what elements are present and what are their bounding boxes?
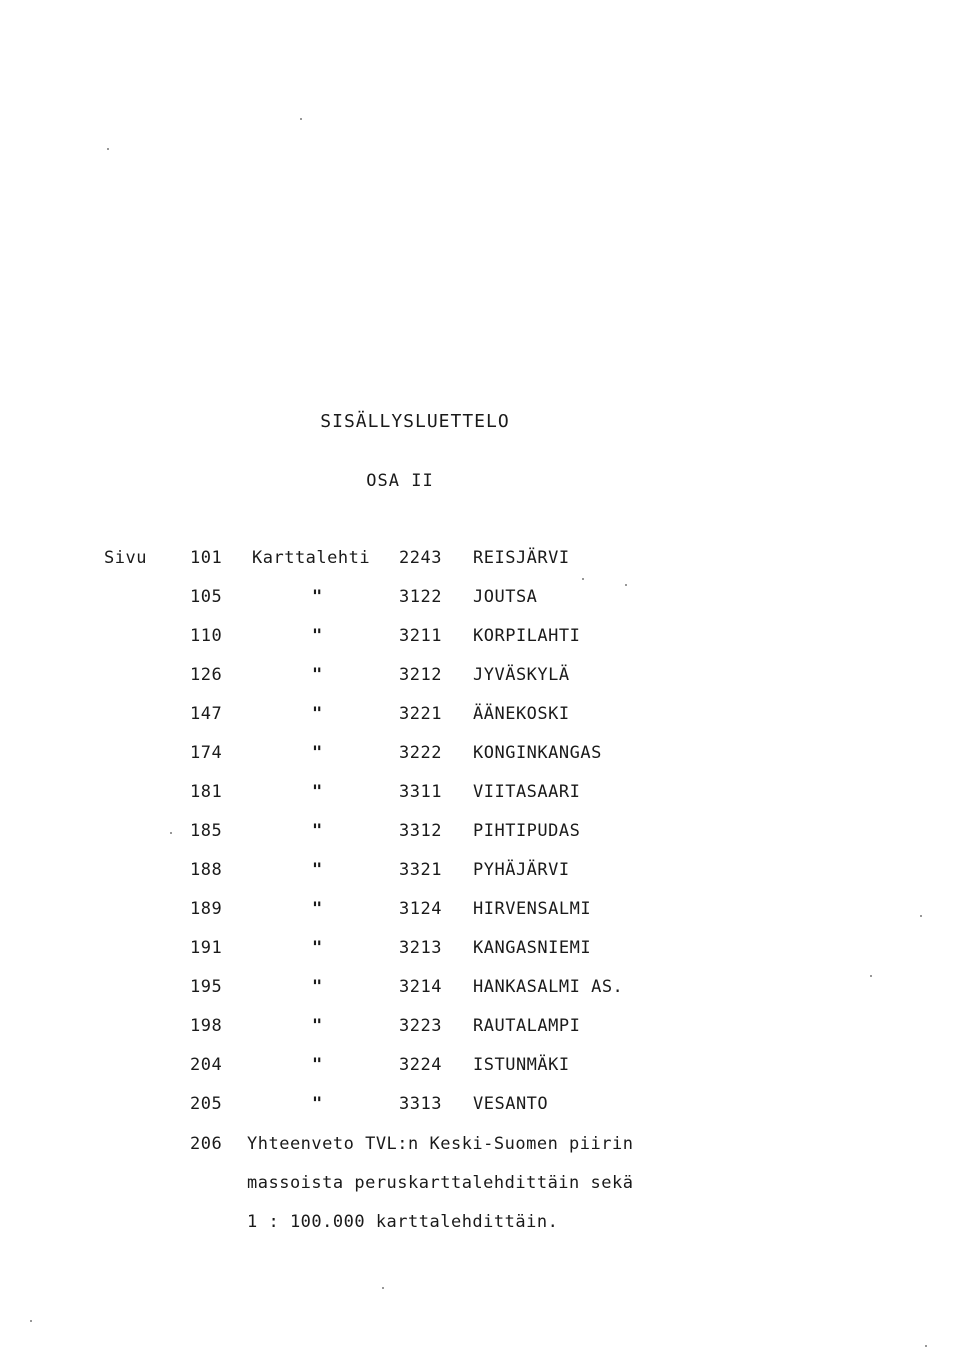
scan-speck [107,148,109,150]
toc-sheet-name: HIRVENSALMI [473,899,592,919]
toc-sheet-number: 3213 [399,938,442,958]
toc-sheet-number: 3221 [399,704,442,724]
ditto-mark: " [312,1055,323,1075]
summary-line [0,1173,960,1197]
summary-line [0,1212,960,1236]
toc-row [0,1016,960,1040]
scan-speck [30,1320,32,1322]
toc-sheet-name: KONGINKANGAS [473,743,602,763]
sheet-label: Karttalehti [252,548,371,568]
toc-sheet-number: 3211 [399,626,442,646]
toc-sheet-name: VIITASAARI [473,782,581,802]
toc-page-number: 185 [190,821,223,841]
ditto-mark: " [312,1094,323,1114]
toc-row [0,743,960,767]
summary-text-line-2: massoista peruskarttalehdittäin sekä [247,1173,634,1193]
ditto-mark: " [312,743,323,763]
toc-page-number: 126 [190,665,223,685]
toc-row [0,665,960,689]
toc-page-number: 195 [190,977,223,997]
scan-speck [625,584,627,586]
toc-sheet-number: 3124 [399,899,442,919]
toc-sheet-name: ISTUNMÄKI [473,1055,570,1075]
toc-sheet-name: PIHTIPUDAS [473,821,581,841]
ditto-mark: " [312,899,323,919]
ditto-mark: " [312,782,323,802]
summary-line [0,1134,960,1158]
ditto-mark: " [312,704,323,724]
summary-text-line-1: Yhteenveto TVL:n Keski-Suomen piirin [247,1134,634,1154]
toc-page-number: 147 [190,704,223,724]
ditto-mark: " [312,587,323,607]
toc-row [0,1055,960,1079]
toc-page-number: 188 [190,860,223,880]
toc-page-number: 101 [190,548,223,568]
toc-sheet-number: 3212 [399,665,442,685]
toc-sheet-name: REISJÄRVI [473,548,570,568]
toc-page-number: 198 [190,1016,223,1036]
toc-page-number: 110 [190,626,223,646]
toc-row [0,626,960,650]
ditto-mark: " [312,977,323,997]
toc-sheet-name: VESANTO [473,1094,549,1114]
ditto-mark: " [312,938,323,958]
ditto-mark: " [312,821,323,841]
toc-sheet-name: JOUTSA [473,587,538,607]
toc-sheet-number: 3313 [399,1094,442,1114]
toc-sheet-number: 3312 [399,821,442,841]
scan-speck [382,1287,384,1289]
ditto-mark: " [312,626,323,646]
ditto-mark: " [312,860,323,880]
toc-row [0,548,960,572]
toc-row [0,704,960,728]
toc-sheet-name: HANKASALMI AS. [473,977,624,997]
toc-sheet-name: RAUTALAMPI [473,1016,581,1036]
toc-sheet-name: PYHÄJÄRVI [473,860,570,880]
scan-speck [300,118,302,120]
toc-sheet-number: 3311 [399,782,442,802]
ditto-mark: " [312,1016,323,1036]
document-title: SISÄLLYSLUETTELO [320,411,510,432]
toc-row [0,977,960,1001]
toc-sheet-number: 3223 [399,1016,442,1036]
toc-row [0,821,960,845]
toc-sheet-number: 3122 [399,587,442,607]
toc-page-number: 189 [190,899,223,919]
scan-speck [170,832,172,834]
summary-text-line-3: 1 : 100.000 karttalehdittäin. [247,1212,559,1232]
toc-row [0,899,960,923]
toc-sheet-number: 2243 [399,548,442,568]
toc-sheet-name: JYVÄSKYLÄ [473,665,570,685]
toc-page-number: 191 [190,938,223,958]
ditto-mark: " [312,665,323,685]
scan-speck [925,1345,927,1347]
toc-row [0,1094,960,1118]
scan-speck [870,975,872,977]
toc-page-number: 206 [190,1134,223,1154]
toc-sheet-name: ÄÄNEKOSKI [473,704,570,724]
toc-sheet-number: 3224 [399,1055,442,1075]
toc-sheet-number: 3222 [399,743,442,763]
toc-row [0,587,960,611]
toc-page-number: 181 [190,782,223,802]
toc-row [0,782,960,806]
toc-sheet-number: 3214 [399,977,442,997]
toc-page-number: 204 [190,1055,223,1075]
toc-sheet-name: KANGASNIEMI [473,938,592,958]
scan-speck [582,578,584,580]
toc-sheet-name: KORPILAHTI [473,626,581,646]
toc-page-number: 174 [190,743,223,763]
scan-speck [920,915,922,917]
toc-row [0,860,960,884]
toc-page-number: 205 [190,1094,223,1114]
sivu-label: Sivu [104,548,147,568]
document-subtitle: OSA II [366,471,434,491]
toc-page-number: 105 [190,587,223,607]
toc-row [0,938,960,962]
toc-sheet-number: 3321 [399,860,442,880]
